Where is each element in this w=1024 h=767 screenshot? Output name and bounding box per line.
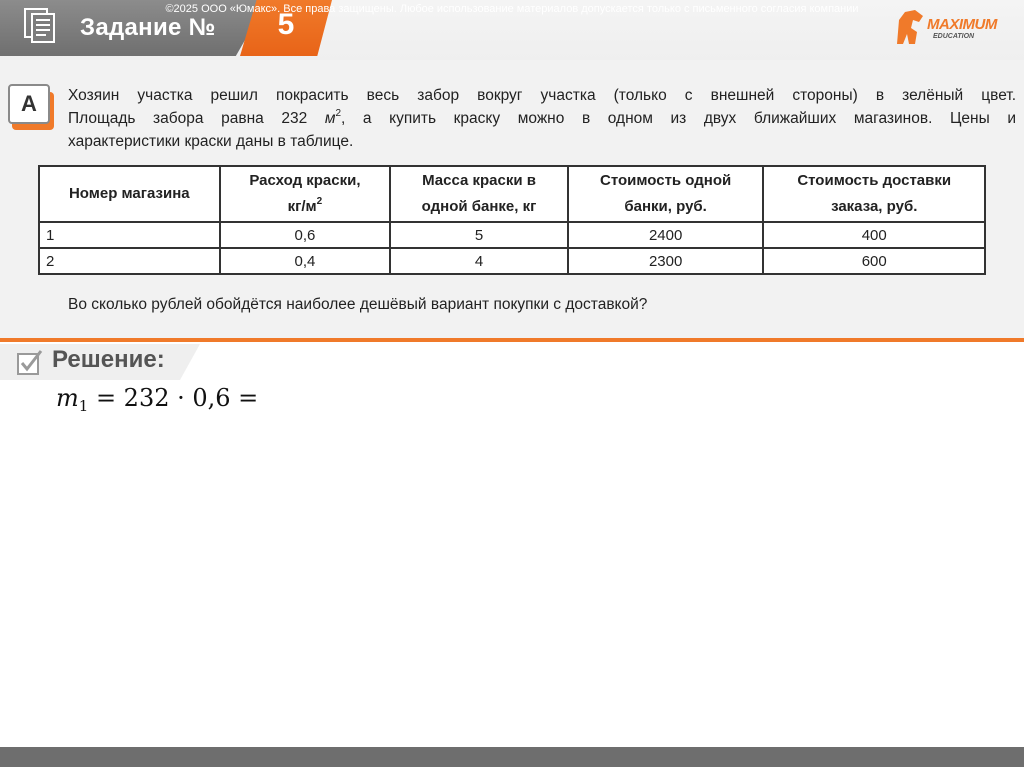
area-unit: м — [324, 110, 336, 127]
solution-formula — [56, 384, 259, 415]
problem-text — [68, 84, 1016, 153]
footer — [0, 747, 1024, 767]
table-cell: 2300 — [568, 248, 764, 274]
table-row — [39, 248, 985, 274]
table-cell: 600 — [763, 248, 985, 274]
solution-title: Решение: — [52, 346, 165, 373]
table-cell: 2400 — [568, 222, 764, 248]
task-number: 5 — [277, 8, 295, 41]
formula-subscript: 1 — [78, 397, 89, 415]
header-delivery-price: Стоимость доставки заказа, руб. — [763, 166, 985, 222]
header-store-number: Номер магазина — [39, 166, 220, 222]
table-cell: 400 — [763, 222, 985, 248]
table-cell: 4 — [390, 248, 568, 274]
header-paint-consumption: Расход краски, $кг/м^2$ — [220, 166, 391, 222]
area-unit-power: 2 — [335, 107, 342, 119]
table-cell: 0,6 — [220, 222, 391, 248]
logo-subtext: EDUCATION — [933, 33, 975, 40]
table-header-row — [39, 166, 985, 222]
header-can-mass: Масса краски в одной банке, кг — [390, 166, 568, 222]
question-text: Во сколько рублей обойдётся наиболее дешёвый вариант покупки с доставкой? — [68, 296, 648, 313]
footer-copyright: ©2025 ООО «Юмакс». Все права защищены. Любое использование материалов допускается только с письменного согласия компании — [165, 3, 859, 15]
logo-text: MAXIMUM — [927, 16, 997, 33]
header-can-price: Стоимость одной банки, руб. — [568, 166, 764, 222]
table-cell: 0,4 — [220, 248, 391, 274]
formula-expression: = 232 · 0,6 = — [88, 384, 259, 412]
table-cell: 1 — [39, 222, 220, 248]
problem-line-1: Хозяин участка решил покрасить весь забор вокруг участка (только с внешней стороны) в зелёный цвет. — [68, 87, 1016, 104]
table-cell: 2 — [39, 248, 220, 274]
formula-variable: m — [56, 384, 79, 412]
problem-line-3: характеристики краски даны в таблице. — [68, 133, 354, 150]
table-cell: 5 — [390, 222, 568, 248]
checkbox-check-icon — [16, 348, 44, 376]
problem-line-2-end: а купить краску можно в одном из двух ближайших магазинов. Цены и — [362, 110, 1016, 127]
table-row — [39, 222, 985, 248]
task-divider — [0, 338, 1024, 342]
task-title: Задание № — [80, 14, 216, 41]
task-badge: А — [8, 84, 50, 124]
problem-line-2: Площадь забора равна 232 $м^2$, а купить краску можно в одном из двух ближайших магазинов. Цены и — [68, 107, 1016, 127]
problem-line-2-start: Площадь забора равна 232 — [68, 110, 308, 127]
paint-table — [38, 165, 986, 275]
